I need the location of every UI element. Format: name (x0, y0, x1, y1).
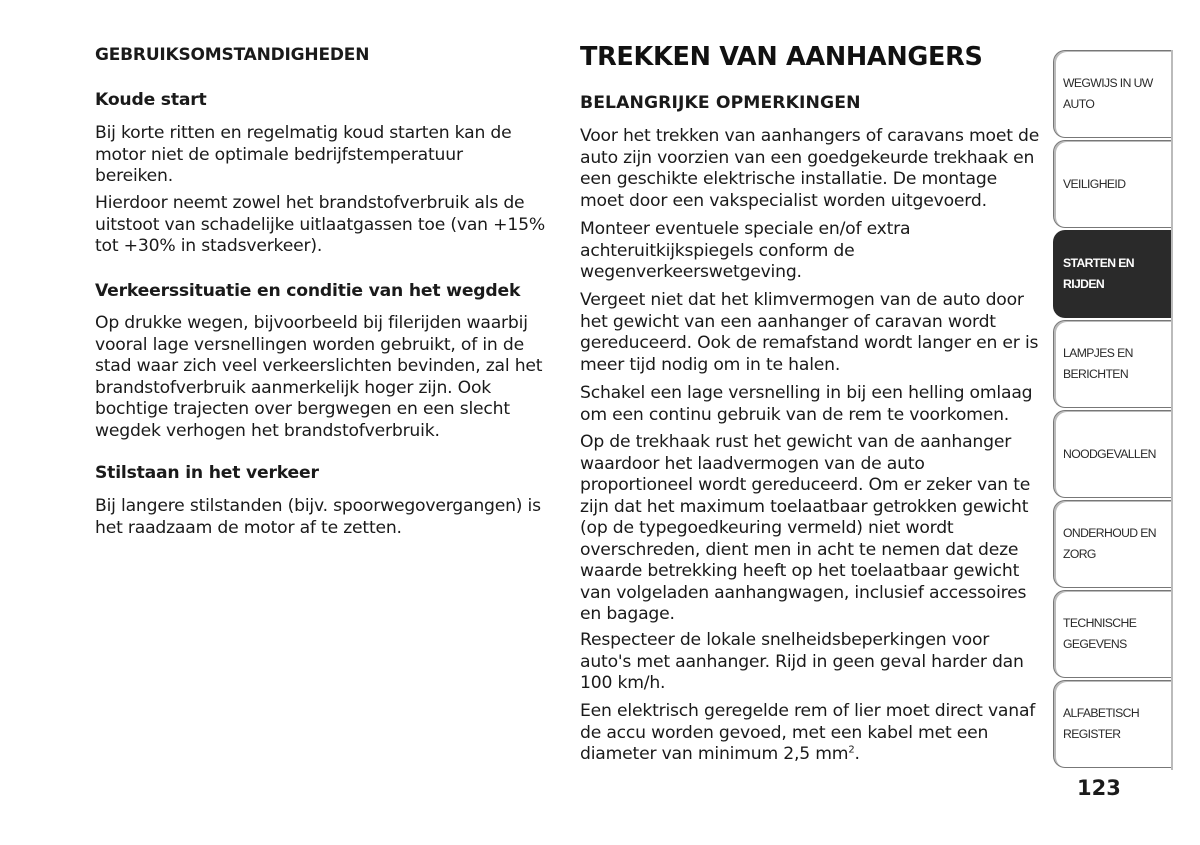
tab-starten-en-rijden[interactable] (1053, 230, 1171, 318)
paragraph-koude-start-1: Bij korte ritten en regelmatig koud starten kan de motor niet de optimale bedrijfstemperatuur bereiken. (95, 123, 512, 186)
rem-text: Een elektrisch geregelde rem of lier moet direct vanaf de accu worden gevoed, met een kabel met een diameter van minimum 2,5 mm (580, 701, 1036, 764)
tab-wegwijs[interactable] (1053, 50, 1171, 138)
paragraph-snelheid: Respecteer de lokale snelheidsbeperkingen voor auto's met aanhanger. Rijd in geen geval harder dan 100 km/h. (580, 630, 1024, 693)
page-title: TREKKEN VAN AANHANGERS (580, 42, 983, 72)
page-number: 123 (1077, 776, 1121, 800)
tab-label: ONDERHOUD EN ZORG (1063, 526, 1157, 561)
paragraph-koude-start-2: Hierdoor neemt zowel het brandstofverbruik als de uitstoot van schadelijke uitlaatgassen toe (van +15% tot +30% in stadsverkeer). (95, 193, 545, 256)
tab-label: VEILIGHEID (1063, 176, 1126, 191)
paragraph-helling: Schakel een lage versnelling in bij een helling omlaag om een continu gebruik van de rem te voorkomen. (580, 383, 1033, 425)
tab-noodgevallen[interactable] (1053, 410, 1171, 498)
tab-label: LAMPJES EN BERICHTEN (1063, 346, 1133, 381)
tab-veiligheid[interactable] (1053, 140, 1171, 228)
heading-koude-start: Koude start (95, 90, 207, 110)
tab-register[interactable] (1053, 680, 1171, 768)
superscript: 2 (848, 744, 855, 756)
rem-end: . (854, 744, 860, 764)
heading-stilstaan: Stilstaan in het verkeer (95, 463, 319, 483)
tab-label: STARTEN EN RIJDEN (1063, 256, 1134, 291)
paragraph-rem (580, 701, 1040, 766)
paragraph-trekhaak: Voor het trekken van aanhangers of caravans moet de auto zijn voorzien van een goedgekeurde trekhaak en een geschikte elektrische installatie. De montage moet door een vakspecialist worden uitgevoerd. (580, 126, 1040, 211)
section-title: GEBRUIKSOMSTANDIGHEDEN (95, 45, 370, 65)
heading-verkeerssituatie: Verkeerssituatie en conditie van het wegdek (95, 281, 521, 301)
paragraph-klimvermogen: Vergeet niet dat het klimvermogen van de auto door het gewicht van een aanhanger of caravan wordt gereduceerd. Ook de remafstand wordt langer en er is meer tijd nodig om in te halen. (580, 290, 1039, 375)
paragraph-verkeerssituatie: Op drukke wegen, bijvoorbeeld bij filerijden waarbij vooral lage versnellingen worden gebruikt, of in de stad waar zich veel verkeerslichten bevinden, zal het brandstofverbruik aanmerkelijk hoger zijn. Ook bochtige trajecten over bergwegen en een slecht wegdek verhogen het brandstofverbruik. (95, 313, 543, 441)
paragraph-stilstaan: Bij langere stilstanden (bijv. spoorwegovergangen) is het raadzaam de motor af te zetten. (95, 496, 541, 538)
tab-onderhoud[interactable] (1053, 500, 1171, 588)
tab-technische-gegevens[interactable] (1053, 590, 1171, 678)
tab-label: TECHNISCHE GEGEVENS (1063, 616, 1137, 651)
tabs-edge (1171, 50, 1173, 770)
tab-label: WEGWIJS IN UW AUTO (1063, 76, 1153, 111)
paragraph-laadvermogen: Op de trekhaak rust het gewicht van de aanhanger waardoor het laadvermogen van de auto proportioneel wordt gereduceerd. Om er zeker van te zijn dat het maximum toelaatbaar getrokken gewicht (op de typegoedkeuring vermeld) niet wordt overschreden, dient men in acht te nemen dat deze waarde betrekking heeft op het toelaatbaar gewicht van volgeladen aanhangwagen, inclusief accessoires en bagage. (580, 432, 1031, 624)
tab-label: ALFABETISCH REGISTER (1063, 706, 1140, 741)
tab-label: NOODGEVALLEN (1063, 446, 1156, 461)
subtitle: BELANGRIJKE OPMERKINGEN (580, 93, 861, 113)
paragraph-spiegels: Monteer eventuele speciale en/of extra achteruitkijkspiegels conform de wegenverkeerswetgeving. (580, 219, 911, 282)
tab-lampjes[interactable] (1053, 320, 1171, 408)
